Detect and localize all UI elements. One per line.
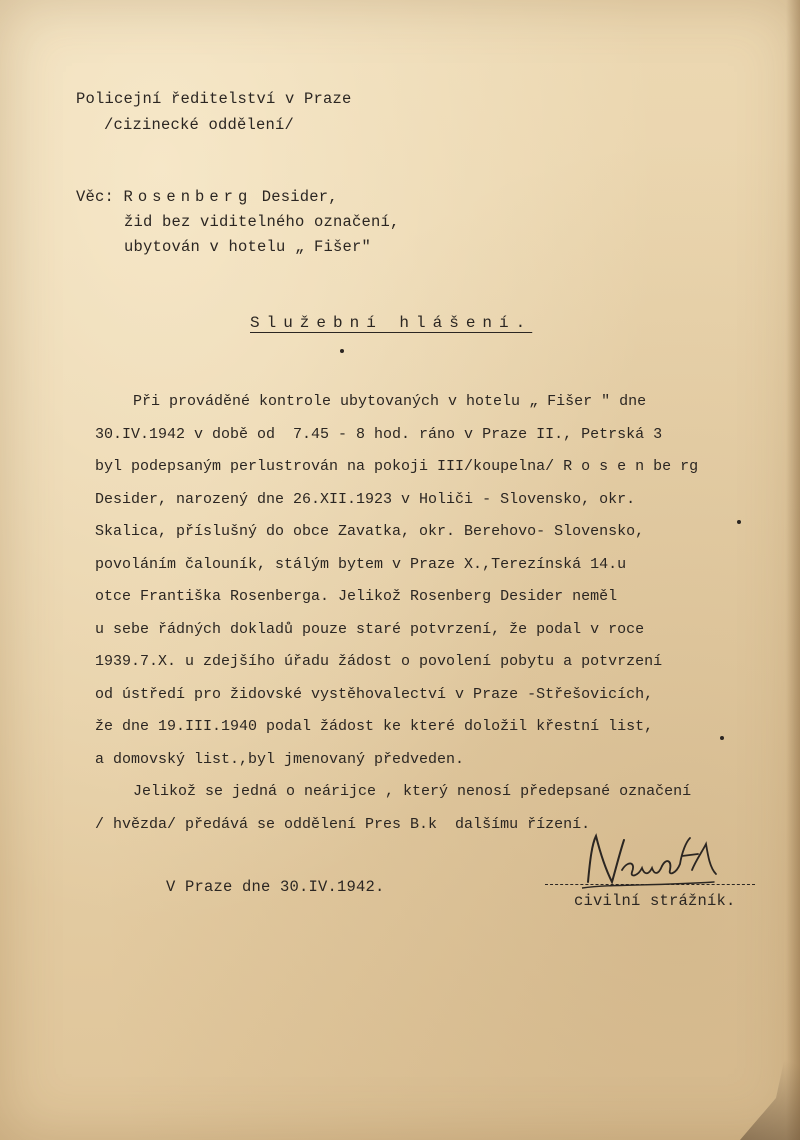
subject-line-1: [76, 188, 338, 206]
body-line: Desider, narozený dne 26.XII.1923 v Holiči - Slovensko, okr.: [95, 490, 636, 508]
header-office: Policejní ředitelství v Praze: [76, 90, 352, 108]
body-line: 1939.7.X. u zdejšího úřadu žádost o povolení pobytu a potvrzení: [95, 653, 663, 670]
body-paragraph-1: [95, 386, 765, 776]
ink-speck: [737, 520, 741, 524]
signature-line: [545, 884, 755, 885]
paper-edge-shadow: [786, 0, 800, 1140]
report-title: Služební hlášení.: [250, 314, 533, 332]
body-line: byl podepsaným perlustrován na pokoji III/koupelna/ R o s e n be rg: [95, 458, 699, 475]
body-line: u sebe řádných dokladů pouze staré potvrzení, že podal v roce: [95, 620, 645, 638]
body-line: Při prováděné kontrole ubytovaných v hotelu „ Fišer " dne: [133, 393, 647, 410]
header-department: /cizinecké oddělení/: [104, 116, 295, 134]
body-line: otce Františka Rosenberga. Jelikož Rosenberg Desider neměl: [95, 588, 618, 605]
body-line: / hvězda/ předává se oddělení Pres B.k dalšímu řízení.: [95, 815, 591, 833]
body-line: že dne 19.III.1940 podal žádost ke které doložil křestní list,: [95, 718, 654, 735]
body-line: od ústředí pro židovské vystěhovalectví v Praze -Střešovicích,: [95, 685, 654, 703]
body-line: Jelikož se jedná o neárijce , který nenosí předepsané označení: [133, 783, 692, 800]
body-line: 30.IV.1942 v době od 7.45 - 8 hod. ráno v Praze II., Petrská 3: [95, 425, 663, 443]
body-line: povoláním čalouník, stálým bytem v Praze X.,Terezínská 14.u: [95, 555, 627, 573]
body-line: Skalica, příslušný do obce Zavatka, okr. Berehovo- Slovensko,: [95, 523, 645, 540]
place-date: V Praze dne 30.IV.1942.: [166, 878, 385, 896]
handwritten-signature: [582, 830, 722, 892]
subject-line-2: žid bez viditelného označení,: [124, 213, 400, 231]
subject-surname: Rosenberg: [123, 188, 253, 206]
ink-speck: [720, 736, 724, 740]
signer-role: civilní strážník.: [574, 892, 736, 910]
subject-line-3: ubytován v hotelu „ Fišer": [124, 238, 372, 256]
ink-speck: [340, 349, 344, 353]
body-line: a domovský list.,byl jmenovaný předveden.: [95, 750, 465, 768]
subject-label: Věc:: [76, 188, 115, 206]
subject-first-name: Desider,: [261, 188, 338, 206]
